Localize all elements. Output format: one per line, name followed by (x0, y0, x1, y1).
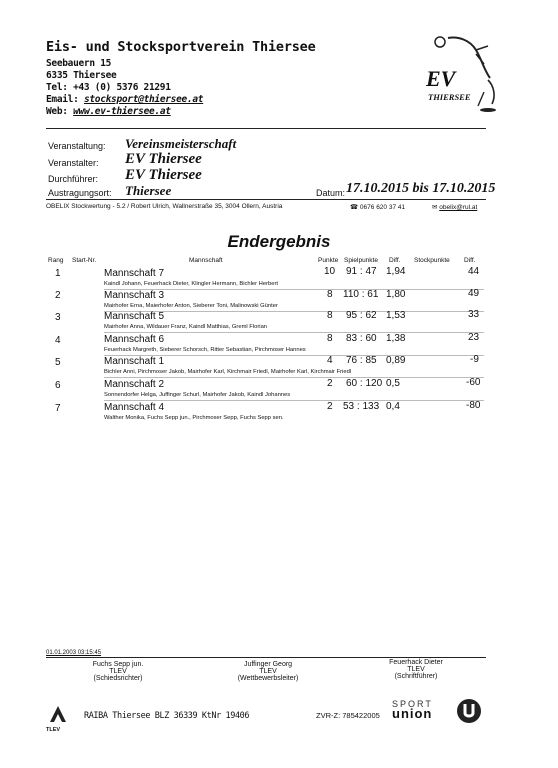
club-tel: Tel: +43 (0) 5376 21291 (46, 82, 171, 93)
row-divider (104, 377, 484, 378)
row-punkte: 10 (324, 266, 336, 277)
sport-union-top-text: SPORT (392, 699, 433, 709)
logo-ev-text: EV (426, 66, 456, 91)
row-members: Mairhofer Erna, Maierhofer Anton, Sieberer Toni, Malinowski Günter (104, 303, 278, 309)
club-web-row (46, 106, 171, 117)
row-members: Bichler Anni, Pirchmoser Jakob, Mairhofer Karl, Kirchmair Friedl, Mairhofer Karl, Kirchmair Friedl (104, 369, 352, 375)
header-punkte: Punkte (318, 257, 339, 264)
signer-3-name: Feuerhack Dieter (389, 659, 443, 666)
row-rang: 2 (55, 290, 61, 301)
row-diff: 0,5 (386, 378, 400, 389)
row-diff: 0,89 (386, 355, 406, 366)
club-name: Eis- und Stocksportverein Thiersee (46, 39, 316, 55)
row-members: Feuerhack Margreth, Sieberer Schorsch, Ritter Sebastian, Pirchmoser Hannes (104, 347, 306, 353)
datum-value: 17.10.2015 bis 17.10.2015 (346, 181, 496, 196)
software-phone: 0676 620 37 41 (359, 204, 406, 211)
event-divider (46, 199, 486, 200)
row-members: Sonnendorfer Helga, Juffinger Schurl, Mairhofer Jakob, Kaindl Johannes (104, 392, 291, 398)
club-city: 6335 Thiersee (46, 70, 117, 81)
row-spielpunkte: 95 : 62 (346, 310, 377, 321)
club-web-link[interactable]: www.ev-thiersee.at (73, 106, 171, 117)
footer-divider (46, 657, 486, 658)
signer-3-club: TLEV (407, 666, 425, 673)
phone-icon: ☎ (350, 204, 359, 211)
durchfuehrer-value: EV Thiersee (125, 167, 202, 183)
software-line: OBELIX Stockwertung - 5.2 / Robert Ulrich, Wallnerstraße 35, 3004 Ollern, Austria (46, 203, 283, 210)
software-email[interactable]: obelix@rul.at (439, 204, 478, 211)
veranstaltung-value: Vereinsmeisterschaft (125, 136, 237, 151)
row-spielpunkte: 60 : 120 (346, 378, 383, 389)
ort-value: Thiersee (125, 183, 172, 198)
signer-1-name: Fuchs Sepp jun. (92, 661, 144, 668)
software-email-row (432, 203, 477, 211)
row-team: Mannschaft 7 (104, 268, 165, 279)
row-team: Mannschaft 4 (104, 402, 165, 413)
sport-union-bottom-text: union (392, 706, 433, 721)
ort-label: Austragungsort: (48, 188, 112, 198)
sport-union-logo (392, 699, 433, 721)
bank-info: RAIBA Thiersee BLZ 36339 KtNr 19406 (84, 711, 250, 721)
tlev-logo-icon (46, 704, 70, 724)
row-punkte: 4 (327, 355, 333, 366)
header-mannschaft: Mannschaft (189, 257, 223, 264)
results-title: Endergebnis (227, 232, 331, 251)
club-street: Seebauern 15 (46, 58, 112, 69)
row-rang: 1 (55, 268, 61, 279)
signer-2-role: (Wettbewerbsleiter) (237, 675, 299, 682)
row-diff2: -9 (470, 354, 479, 365)
print-timestamp: 01.01.2003 03:15:45 (46, 650, 102, 656)
datum-label: Datum: (316, 188, 346, 198)
signer-2-name: Juffinger Georg (243, 661, 293, 668)
row-divider (104, 332, 484, 333)
signer-1 (58, 661, 178, 682)
row-diff: 0,4 (386, 401, 400, 412)
header-spielpunkte: Spielpunkte (344, 257, 378, 264)
row-punkte: 8 (327, 333, 333, 344)
row-spielpunkte: 110 : 61 (343, 289, 379, 300)
software-phone-row (350, 203, 405, 211)
row-rang: 6 (55, 380, 61, 391)
row-diff2: -60 (466, 377, 481, 388)
row-diff2: -80 (466, 400, 481, 411)
union-emblem (456, 698, 482, 729)
union-emblem-icon (456, 698, 482, 724)
durchfuehrer-label: Durchführer: (48, 174, 99, 184)
row-rang: 7 (55, 403, 61, 414)
row-diff2: 49 (468, 288, 480, 299)
row-diff: 1,38 (386, 333, 406, 344)
row-team: Mannschaft 2 (104, 379, 165, 390)
club-logo (418, 30, 508, 120)
tlev-logo-text: TLEV (46, 727, 61, 733)
row-punkte: 8 (327, 289, 333, 300)
row-rang: 3 (55, 312, 61, 323)
row-diff: 1,94 (386, 266, 406, 277)
row-members: Walther Monika, Fuchs Sepp jun., Pirchmoser Sepp, Fuchs Sepp sen. (104, 415, 284, 421)
signer-2 (208, 661, 328, 682)
signer-1-role: (Schiedsrichter) (93, 675, 143, 682)
header-startnr: Start-Nr. (72, 257, 97, 264)
signer-1-club: TLEV (109, 668, 127, 675)
row-diff: 1,53 (386, 310, 406, 321)
row-diff2: 44 (468, 266, 480, 277)
header-stockpunkte: Stockpunkte (414, 257, 450, 264)
row-diff: 1,80 (386, 289, 406, 300)
row-team: Mannschaft 3 (104, 290, 165, 301)
logo-thiersee-text: THIERSEE (428, 92, 471, 102)
veranstaltung-label: Veranstaltung: (48, 141, 106, 151)
row-team: Mannschaft 1 (104, 356, 165, 367)
row-punkte: 8 (327, 310, 333, 321)
header-diff: Diff. (389, 257, 401, 264)
row-rang: 4 (55, 335, 61, 346)
header-rang: Rang (48, 257, 64, 264)
club-email-row (46, 94, 203, 105)
row-punkte: 2 (327, 401, 333, 412)
signer-2-club: TLEV (259, 668, 277, 675)
mail-icon: ✉ (432, 204, 438, 211)
header-divider (46, 128, 486, 129)
row-spielpunkte: 83 : 60 (346, 333, 377, 344)
row-spielpunkte: 76 : 85 (346, 355, 377, 366)
veranstalter-label: Veranstalter: (48, 158, 99, 168)
row-members: Mairhofer Anna, Wildauer Franz, Kaindl Matthias, Greml Florian (104, 324, 268, 330)
row-diff2: 23 (468, 332, 480, 343)
row-punkte: 2 (327, 378, 333, 389)
signer-3-role: (Schriftführer) (394, 673, 438, 680)
row-rang: 5 (55, 357, 61, 368)
signer-3 (356, 659, 476, 680)
row-members: Kaindl Johann, Feuerhack Dieter, Klingler Hermann, Bichler Herbert (104, 281, 278, 287)
club-web-label: Web: (46, 106, 68, 117)
tlev-logo (46, 704, 70, 733)
zvr-number: ZVR-Z: 785422005 (316, 711, 380, 720)
row-team: Mannschaft 5 (104, 311, 165, 322)
row-team: Mannschaft 6 (104, 334, 165, 345)
row-divider (104, 400, 484, 401)
club-email-label: Email: (46, 94, 79, 105)
row-spielpunkte: 53 : 133 (343, 401, 380, 412)
club-email-link[interactable]: stocksport@thiersee.at (83, 94, 204, 105)
row-diff2: 33 (468, 309, 480, 320)
header-diff2: Diff. (464, 257, 476, 264)
row-spielpunkte: 91 : 47 (346, 266, 377, 277)
veranstalter-value: EV Thiersee (125, 151, 202, 167)
